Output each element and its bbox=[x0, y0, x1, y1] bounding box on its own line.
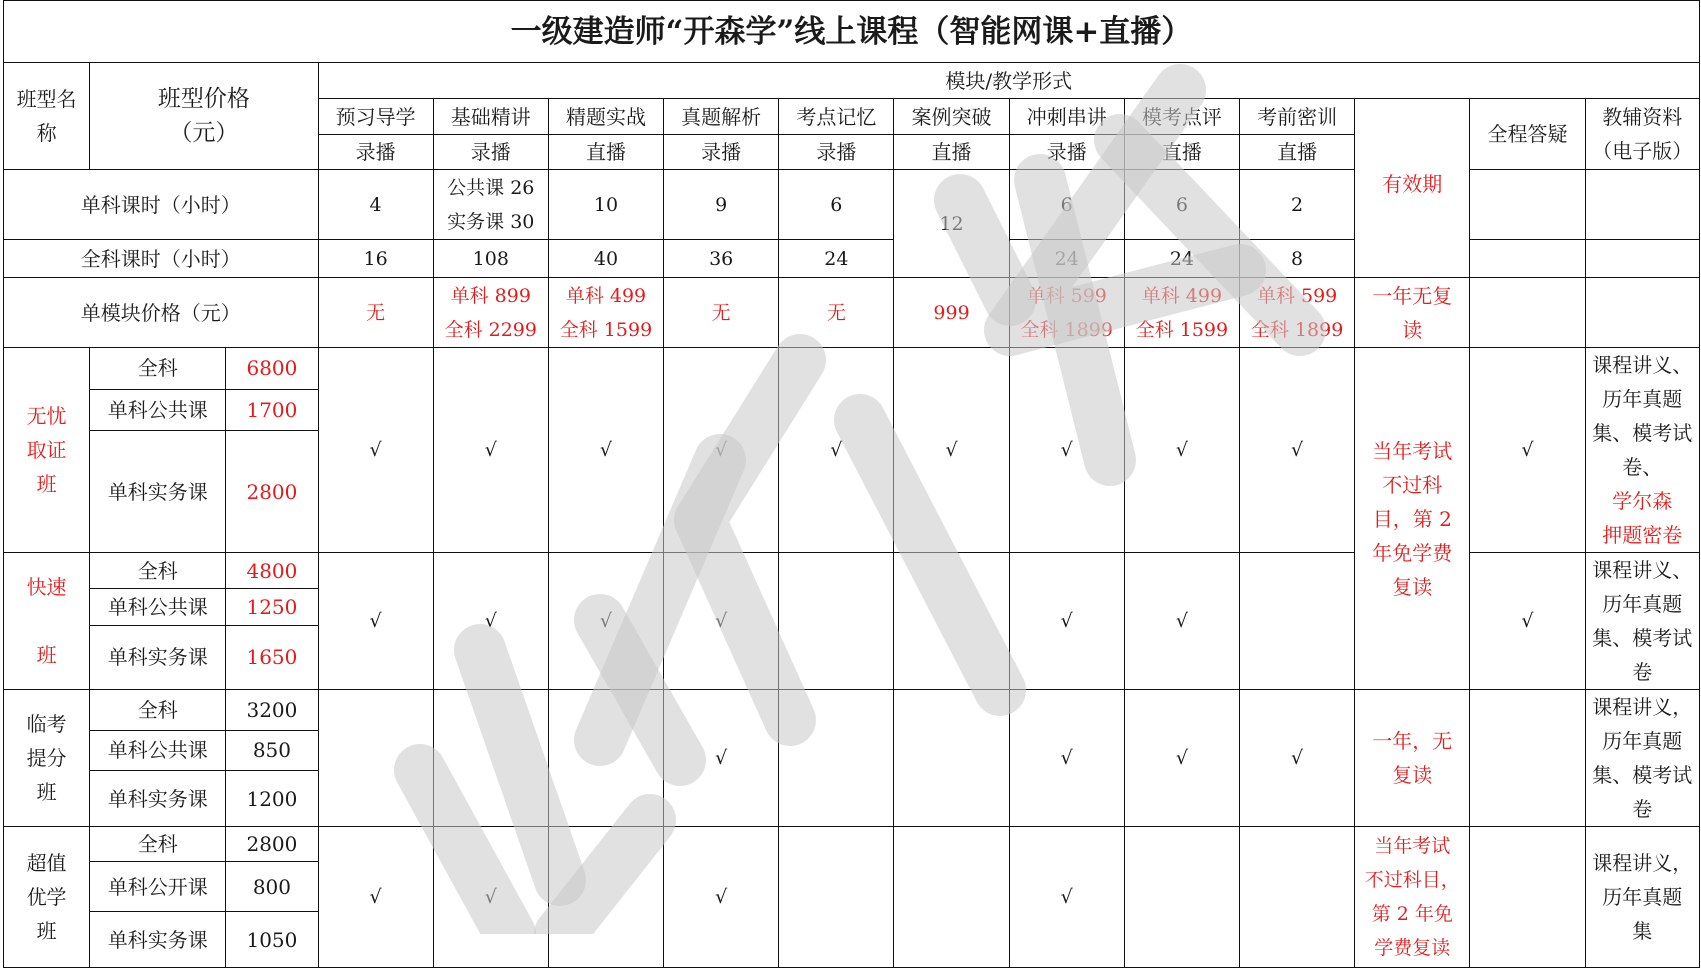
check-mark: √ bbox=[433, 827, 548, 968]
class-option-price: 4800 bbox=[226, 553, 318, 589]
check-mark: √ bbox=[779, 348, 894, 553]
empty-cell bbox=[548, 827, 663, 968]
materials-cell bbox=[1585, 170, 1699, 240]
single-hours-cell: 6 bbox=[779, 170, 894, 240]
module-name: 考点记忆 bbox=[779, 99, 894, 135]
module-price-cell: 单科 499 全科 1599 bbox=[1124, 278, 1239, 348]
empty-cell bbox=[1124, 827, 1239, 968]
materials-kuaisu: 课程讲义、 历年真题 集、模考试 卷 bbox=[1585, 553, 1699, 690]
module-price-cell: 999 bbox=[894, 278, 1009, 348]
class-name-chaozhi: 超值 优学 班 bbox=[4, 827, 90, 968]
case-hours-cell: 12 bbox=[894, 170, 1009, 278]
module-name: 冲刺串讲 bbox=[1009, 99, 1124, 135]
check-mark: √ bbox=[433, 348, 548, 553]
header-validity: 有效期 bbox=[1355, 99, 1470, 278]
class-option-label: 单科实务课 bbox=[90, 771, 226, 827]
validity-linkao: 一年，无 复读 bbox=[1355, 690, 1470, 827]
class-option-price: 3200 bbox=[226, 690, 318, 731]
module-price-cell: 单科 599 全科 1899 bbox=[1240, 278, 1355, 348]
class-option-price: 1650 bbox=[226, 625, 318, 689]
class-option-label: 单科公共课 bbox=[90, 389, 226, 431]
check-mark: √ bbox=[318, 553, 433, 690]
module-name: 预习导学 bbox=[318, 99, 433, 135]
class-option-price: 1050 bbox=[226, 912, 318, 968]
header-module-group: 模块/教学形式 bbox=[318, 63, 1700, 99]
single-hours-cell: 6 bbox=[1124, 170, 1239, 240]
check-mark: √ bbox=[1470, 553, 1585, 690]
class-option-price: 2800 bbox=[226, 431, 318, 553]
module-price-cell: 无 bbox=[664, 278, 779, 348]
qa-cell bbox=[1470, 170, 1585, 240]
full-hours-cell: 24 bbox=[779, 240, 894, 278]
check-mark: √ bbox=[1240, 690, 1355, 827]
check-mark: √ bbox=[664, 553, 779, 690]
validity-chaozhi: 当年考试 不过科目， 第 2 年免 学费复读 bbox=[1355, 827, 1470, 968]
check-mark: √ bbox=[548, 553, 663, 690]
class-name-wuyou: 无忧 取证 班 bbox=[4, 348, 90, 553]
empty-cell bbox=[1470, 690, 1585, 827]
class-option-price: 1250 bbox=[226, 589, 318, 625]
empty-cell bbox=[894, 827, 1009, 968]
full-hours-cell: 108 bbox=[433, 240, 548, 278]
full-hours-cell: 16 bbox=[318, 240, 433, 278]
empty-cell bbox=[779, 827, 894, 968]
class-option-price: 6800 bbox=[226, 348, 318, 390]
class-option-label: 全科 bbox=[90, 553, 226, 589]
module-form: 直播 bbox=[1124, 135, 1239, 170]
module-price-validity: 一年无复 读 bbox=[1355, 278, 1470, 348]
check-mark: √ bbox=[1009, 690, 1124, 827]
module-form: 录播 bbox=[1009, 135, 1124, 170]
empty-cell bbox=[548, 690, 663, 827]
single-hours-cell: 公共课 26 实务课 30 bbox=[433, 170, 548, 240]
check-mark: √ bbox=[894, 348, 1009, 553]
check-mark: √ bbox=[664, 827, 779, 968]
check-mark: √ bbox=[1240, 348, 1355, 553]
single-hours-cell: 9 bbox=[664, 170, 779, 240]
full-hours-cell: 40 bbox=[548, 240, 663, 278]
class-option-price: 1700 bbox=[226, 389, 318, 431]
module-price-label: 单模块价格（元） bbox=[4, 278, 319, 348]
header-class-price: 班型价格 （元） bbox=[90, 63, 318, 170]
class-name-kuaisu: 快速 班 bbox=[4, 553, 90, 690]
class-option-price: 2800 bbox=[226, 827, 318, 862]
module-name: 案例突破 bbox=[894, 99, 1009, 135]
module-form: 录播 bbox=[664, 135, 779, 170]
check-mark: √ bbox=[433, 553, 548, 690]
check-mark: √ bbox=[664, 690, 779, 827]
empty-cell bbox=[1240, 827, 1355, 968]
full-hours-cell: 36 bbox=[664, 240, 779, 278]
validity-wuyou-kuaisu: 当年考试 不过科 目，第 2 年免学费 复读 bbox=[1355, 348, 1470, 690]
class-option-label: 单科公共课 bbox=[90, 730, 226, 771]
module-form: 录播 bbox=[433, 135, 548, 170]
single-hours-cell: 10 bbox=[548, 170, 663, 240]
module-name: 精题实战 bbox=[548, 99, 663, 135]
check-mark: √ bbox=[318, 348, 433, 553]
class-option-label: 单科实务课 bbox=[90, 431, 226, 553]
qa-cell bbox=[1470, 240, 1585, 278]
check-mark: √ bbox=[1009, 348, 1124, 553]
empty-cell bbox=[1470, 827, 1585, 968]
full-hours-cell: 8 bbox=[1240, 240, 1355, 278]
materials-cell bbox=[1585, 278, 1699, 348]
module-name: 模考点评 bbox=[1124, 99, 1239, 135]
class-option-label: 全科 bbox=[90, 690, 226, 731]
check-mark: √ bbox=[664, 348, 779, 553]
class-option-label: 单科公共课 bbox=[90, 589, 226, 625]
full-hours-label: 全科课时（小时） bbox=[4, 240, 319, 278]
module-name: 考前密训 bbox=[1240, 99, 1355, 135]
check-mark: √ bbox=[1009, 827, 1124, 968]
empty-cell bbox=[779, 553, 894, 690]
module-name: 真题解析 bbox=[664, 99, 779, 135]
header-qa: 全程答疑 bbox=[1470, 99, 1585, 170]
qa-cell bbox=[1470, 278, 1585, 348]
check-mark: √ bbox=[1124, 690, 1239, 827]
course-table bbox=[3, 0, 1700, 968]
class-name-linkao: 临考 提分 班 bbox=[4, 690, 90, 827]
full-hours-cell: 24 bbox=[1124, 240, 1239, 278]
empty-cell bbox=[894, 690, 1009, 827]
class-option-price: 1200 bbox=[226, 771, 318, 827]
header-class-name: 班型名 称 bbox=[4, 63, 90, 170]
check-mark: √ bbox=[318, 827, 433, 968]
page-title: 一级建造师“开森学”线上课程（智能网课+直播） bbox=[4, 1, 1700, 63]
class-option-label: 全科 bbox=[90, 827, 226, 862]
check-mark: √ bbox=[1009, 553, 1124, 690]
single-hours-cell: 6 bbox=[1009, 170, 1124, 240]
check-mark: √ bbox=[548, 348, 663, 553]
module-price-cell: 单科 599 全科 1899 bbox=[1009, 278, 1124, 348]
module-form: 直播 bbox=[894, 135, 1009, 170]
materials-cell bbox=[1585, 240, 1699, 278]
module-price-cell: 单科 899 全科 2299 bbox=[433, 278, 548, 348]
single-hours-label: 单科课时（小时） bbox=[4, 170, 319, 240]
header-materials: 教辅资料 （电子版） bbox=[1585, 99, 1699, 170]
module-price-cell: 单科 499 全科 1599 bbox=[548, 278, 663, 348]
empty-cell bbox=[779, 690, 894, 827]
empty-cell bbox=[433, 690, 548, 827]
full-hours-cell: 24 bbox=[1009, 240, 1124, 278]
single-hours-cell: 2 bbox=[1240, 170, 1355, 240]
module-name: 基础精讲 bbox=[433, 99, 548, 135]
materials-wuyou: 课程讲义、 历年真题 集、模考试 卷、 学尔森 押题密卷 bbox=[1585, 348, 1699, 553]
materials-linkao: 课程讲义， 历年真题 集、模考试 卷 bbox=[1585, 690, 1699, 827]
materials-chaozhi: 课程讲义， 历年真题 集 bbox=[1585, 827, 1699, 968]
module-price-cell: 无 bbox=[779, 278, 894, 348]
check-mark: √ bbox=[1470, 348, 1585, 553]
single-hours-cell: 4 bbox=[318, 170, 433, 240]
module-price-cell: 无 bbox=[318, 278, 433, 348]
module-form: 直播 bbox=[1240, 135, 1355, 170]
class-option-price: 850 bbox=[226, 730, 318, 771]
empty-cell bbox=[1240, 553, 1355, 690]
class-option-label: 单科公开课 bbox=[90, 862, 226, 912]
check-mark: √ bbox=[1124, 553, 1239, 690]
class-option-label: 单科实务课 bbox=[90, 912, 226, 968]
empty-cell bbox=[894, 553, 1009, 690]
module-form: 录播 bbox=[779, 135, 894, 170]
module-form: 直播 bbox=[548, 135, 663, 170]
class-option-label: 单科实务课 bbox=[90, 625, 226, 689]
class-option-price: 800 bbox=[226, 862, 318, 912]
module-form: 录播 bbox=[318, 135, 433, 170]
empty-cell bbox=[318, 690, 433, 827]
check-mark: √ bbox=[1124, 348, 1239, 553]
class-option-label: 全科 bbox=[90, 348, 226, 390]
